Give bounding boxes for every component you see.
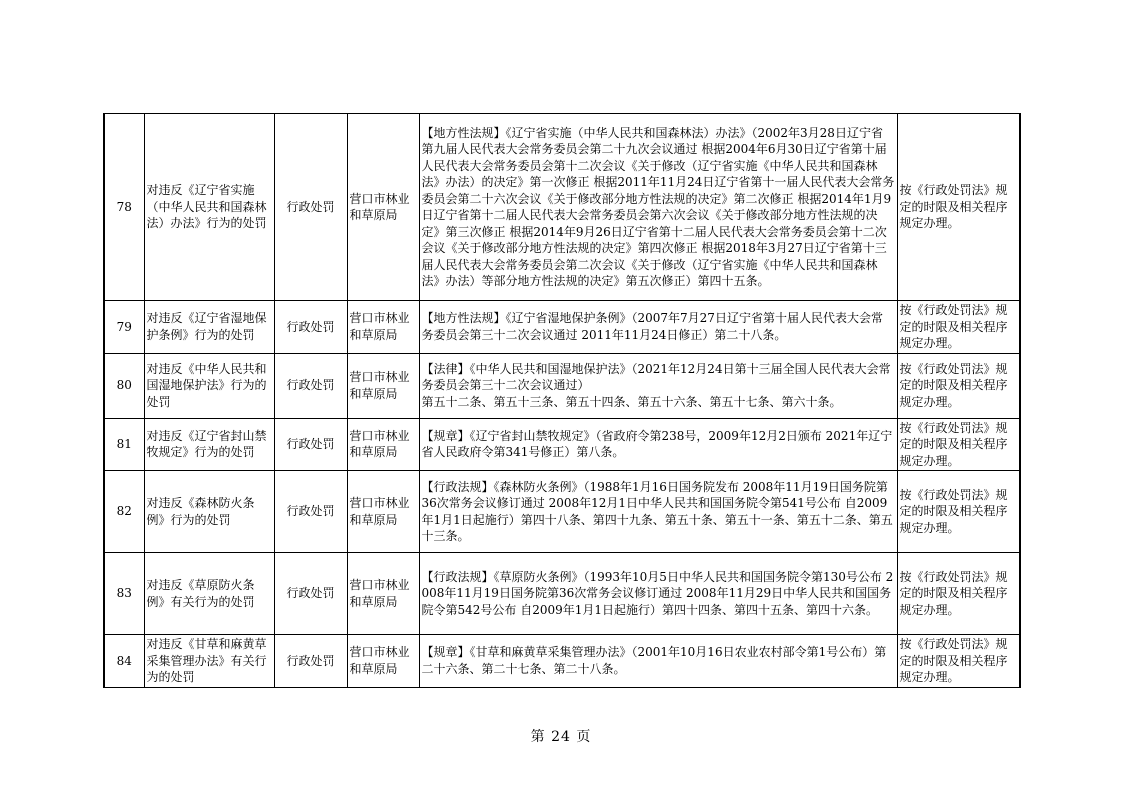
- item-type: 行政处罚: [274, 553, 347, 635]
- handling-note: 按《行政处罚法》规定的时限及相关程序规定办理。: [897, 301, 1020, 354]
- row-number: 82: [104, 471, 144, 553]
- item-type: 行政处罚: [274, 635, 347, 688]
- legal-basis: [419, 353, 897, 418]
- legal-basis: 【地方性法规】《辽宁省实施（中华人民共和国森林法）办法》（2002年3月28日辽宁省第九届人民代表大会常务委员会第二十九次会议通过 根据2004年6月30日辽宁省第十届人民代表大会常务委员会第十二次会议《关于修改（辽宁省实施《中华人民共和国森林法》办法）的决定》第一次修正 根据2011年11月24日辽宁省第十一届人民代表大会常务委员会第二十六次会议《关于修改部分地方性法规的决定》第二次修正 根据2014年1月9日辽宁省第十二届人民代表大会常务委员会第六次会议《关于修改部分地方性法规的决定》第三次修正 根据2014年9月26日辽宁省第十二届人民代表大会常务委员会第十二次会议《关于修改部分地方性法规的决定》第四次修正 根据2018年3月27日辽宁省第十三届人民代表大会常务委员会第二次会议《关于修改（辽宁省实施《中华人民共和国森林法》办法）等部分地方性法规的决定》第五次修正）第四十五条。: [419, 114, 897, 301]
- table-row: [104, 635, 1020, 688]
- handling-note: 按《行政处罚法》规定的时限及相关程序规定办理。: [897, 471, 1020, 553]
- item-type: 行政处罚: [274, 301, 347, 354]
- table-row: [104, 471, 1020, 553]
- department: 营口市林业和草原局: [347, 418, 419, 471]
- table-row: [104, 553, 1020, 635]
- handling-note: 按《行政处罚法》规定的时限及相关程序规定办理。: [897, 635, 1020, 688]
- table-row: [104, 114, 1020, 301]
- row-number: 80: [104, 353, 144, 418]
- department: 营口市林业和草原局: [347, 553, 419, 635]
- legal-basis: 【行政法规】《草原防火条例》（1993年10月5日中华人民共和国国务院令第130号公布 2008年11月19日国务院第36次常务会议修订通过 2008年11月29日中华人民共和国国务院令第542号公布 自2009年1月1日起施行）第四十四条、第四十五条、第四十六条。: [419, 553, 897, 635]
- item-name: 对违反《辽宁省湿地保护条例》行为的处罚: [144, 301, 274, 354]
- item-name: 对违反《辽宁省实施（中华人民共和国森林法）办法》行为的处罚: [144, 114, 274, 301]
- handling-note: 按《行政处罚法》规定的时限及相关程序规定办理。: [897, 114, 1020, 301]
- row-number: 83: [104, 553, 144, 635]
- item-type: 行政处罚: [274, 353, 347, 418]
- legal-basis: 【规章】《甘草和麻黄草采集管理办法》（2001年10月16日农业农村部令第1号公布）第二十六条、第二十七条、第二十八条。: [419, 635, 897, 688]
- row-number: 84: [104, 635, 144, 688]
- item-name: 对违反《中华人民共和国湿地保护法》行为的处罚: [144, 353, 274, 418]
- item-name: 对违反《甘草和麻黄草采集管理办法》有关行为的处罚: [144, 635, 274, 688]
- table-row: [104, 353, 1020, 418]
- item-type: 行政处罚: [274, 418, 347, 471]
- item-type: 行政处罚: [274, 114, 347, 301]
- row-number: 78: [104, 114, 144, 301]
- item-name: 对违反《森林防火条例》行为的处罚: [144, 471, 274, 553]
- item-name: 对违反《辽宁省封山禁牧规定》行为的处罚: [144, 418, 274, 471]
- handling-note: 按《行政处罚法》规定的时限及相关程序规定办理。: [897, 353, 1020, 418]
- handling-note: 按《行政处罚法》规定的时限及相关程序规定办理。: [897, 553, 1020, 635]
- department: 营口市林业和草原局: [347, 114, 419, 301]
- page-number: 第 24 页: [530, 729, 592, 745]
- department: 营口市林业和草原局: [347, 301, 419, 354]
- table-row: [104, 418, 1020, 471]
- law-enforcement-table: [103, 113, 1021, 688]
- row-number: 81: [104, 418, 144, 471]
- department: 营口市林业和草原局: [347, 353, 419, 418]
- department: 营口市林业和草原局: [347, 471, 419, 553]
- table-row: [104, 301, 1020, 354]
- legal-basis: 【行政法规】《森林防火条例》（1988年1月16日国务院发布 2008年11月19日国务院第36次常务会议修订通过 2008年12月1日中华人民共和国国务院令第541号公布 自2009年1月1日起施行）第四十八条、第四十九条、第五十条、第五十一条、第五十二条、第五十三条。: [419, 471, 897, 553]
- department: 营口市林业和草原局: [347, 635, 419, 688]
- item-type: 行政处罚: [274, 471, 347, 553]
- handling-note: 按《行政处罚法》规定的时限及相关程序规定办理。: [897, 418, 1020, 471]
- legal-basis: 【地方性法规】《辽宁省湿地保护条例》（2007年7月27日辽宁省第十届人民代表大会常务委员会第三十二次会议通过 2011年11月24日修正）第二十八条。: [419, 301, 897, 354]
- item-name: 对违反《草原防火条例》有关行为的处罚: [144, 553, 274, 635]
- legal-basis-part-1: 【法律】《中华人民共和国湿地保护法》（2021年12月24日第十三届全国人民代表大会常务委员会第三十二次会议通过）: [421, 361, 891, 393]
- legal-basis: 【规章】《辽宁省封山禁牧规定》（省政府令第238号，2009年12月2日颁布 2021年辽宁省人民政府令第341号修正）第八条。: [419, 418, 897, 471]
- legal-basis-part-2: 第五十二条、第五十三条、第五十四条、第五十六条、第五十七条、第六十条。: [421, 394, 842, 409]
- row-number: 79: [104, 301, 144, 354]
